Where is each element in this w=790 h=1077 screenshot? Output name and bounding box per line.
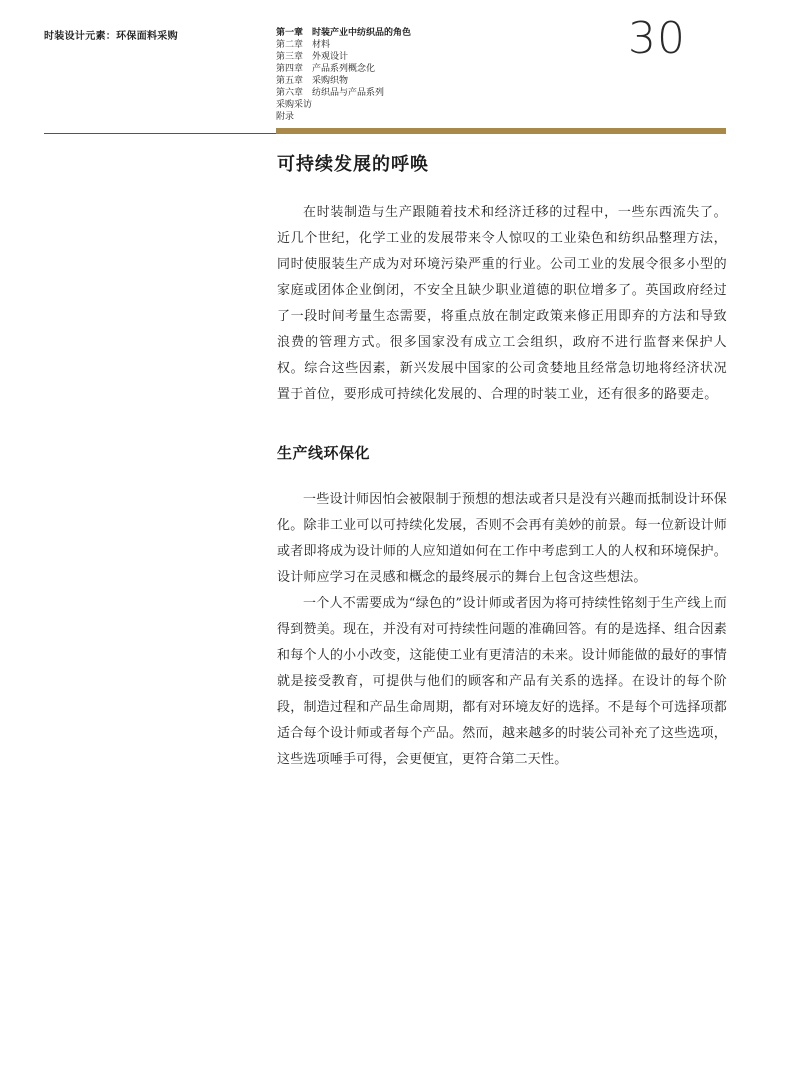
section-title: 可持续发展的呼唤 xyxy=(277,154,429,175)
subsection-title: 生产线环保化 xyxy=(277,444,371,462)
chapter-nav xyxy=(276,27,411,123)
chapter-nav-item-1[interactable]: 第一章 时装产业中纺织品的角色 xyxy=(276,28,412,38)
page-number: 30 xyxy=(628,13,686,64)
header-divider-accent xyxy=(276,128,726,134)
chapter-nav-item-interviews[interactable]: 采购采访 xyxy=(276,100,313,110)
section-paragraph: 在时装制造与生产跟随着技术和经济迁移的过程中，一些东西流失了。近几个世纪，化学工业的发展带来令人惊叹的工业染色和纺织品整理方法，同时使服装生产成为对环境污染严重的行业。公司工业的发展令很多小型的家庭或团体企业倒闭，不安全且缺少职业道德的职位增多了。英国政府经过了一段时间考量生态需要，将重点放在制定政策来修正用即弃的方法和导致浪费的管理方式。很多国家没有成立工会组织，政府不进行监督来保护人权。综合这些因素，新兴发展中国家的公司贪婪地且经常急切地将经济状况置于首位，要形成可持续化发展的、合理的时装工业，还有很多的路要走。 xyxy=(277,205,727,402)
subsection-paragraph-2: 一个人不需要成为“绿色的”设计师或者因为将可持续性铭刻于生产线上而得到赞美。现在，并没有对可持续性问题的准确回答。有的是选择、组合因素和每个人的小小改变，这能使工业有更清洁的未来。设计师能做的最好的事情就是接受教育，可提供与他们的顾客和产品有关系的选择。在设计的每个阶段，制造过程和产品生命周期，都有对环境友好的选择。不是每个可选择项都适合每个设计师或者每个产品。然而，越来越多的时装公司补充了这些选项，这些选项唾手可得，会更便宜，更符合第二天性。 xyxy=(277,596,727,767)
main-content xyxy=(277,150,727,773)
chapter-nav-item-6[interactable]: 第六章 纺织品与产品系列 xyxy=(276,88,385,98)
chapter-nav-item-3[interactable]: 第三章 外观设计 xyxy=(276,52,349,62)
chapter-nav-item-5[interactable]: 第五章 采购织物 xyxy=(276,76,349,86)
subsection-paragraph-1: 一些设计师因怕会被限制于预想的想法或者只是没有兴趣而抵制设计环保化。除非工业可以可持续化发展，否则不会再有美妙的前景。每一位新设计师或者即将成为设计师的人应知道如何在工作中考虑到工人的人权和环境保护。设计师应学习在灵感和概念的最终展示的舞台上包含这些想法。 xyxy=(277,492,727,585)
chapter-nav-item-4[interactable]: 第四章 产品系列概念化 xyxy=(276,64,376,74)
chapter-nav-item-appendix[interactable]: 附录 xyxy=(276,112,295,122)
header-divider-left xyxy=(44,133,276,134)
chapter-nav-item-2[interactable]: 第二章 材料 xyxy=(276,40,331,50)
book-title: 时装设计元素：环保面料采购 xyxy=(44,31,178,42)
